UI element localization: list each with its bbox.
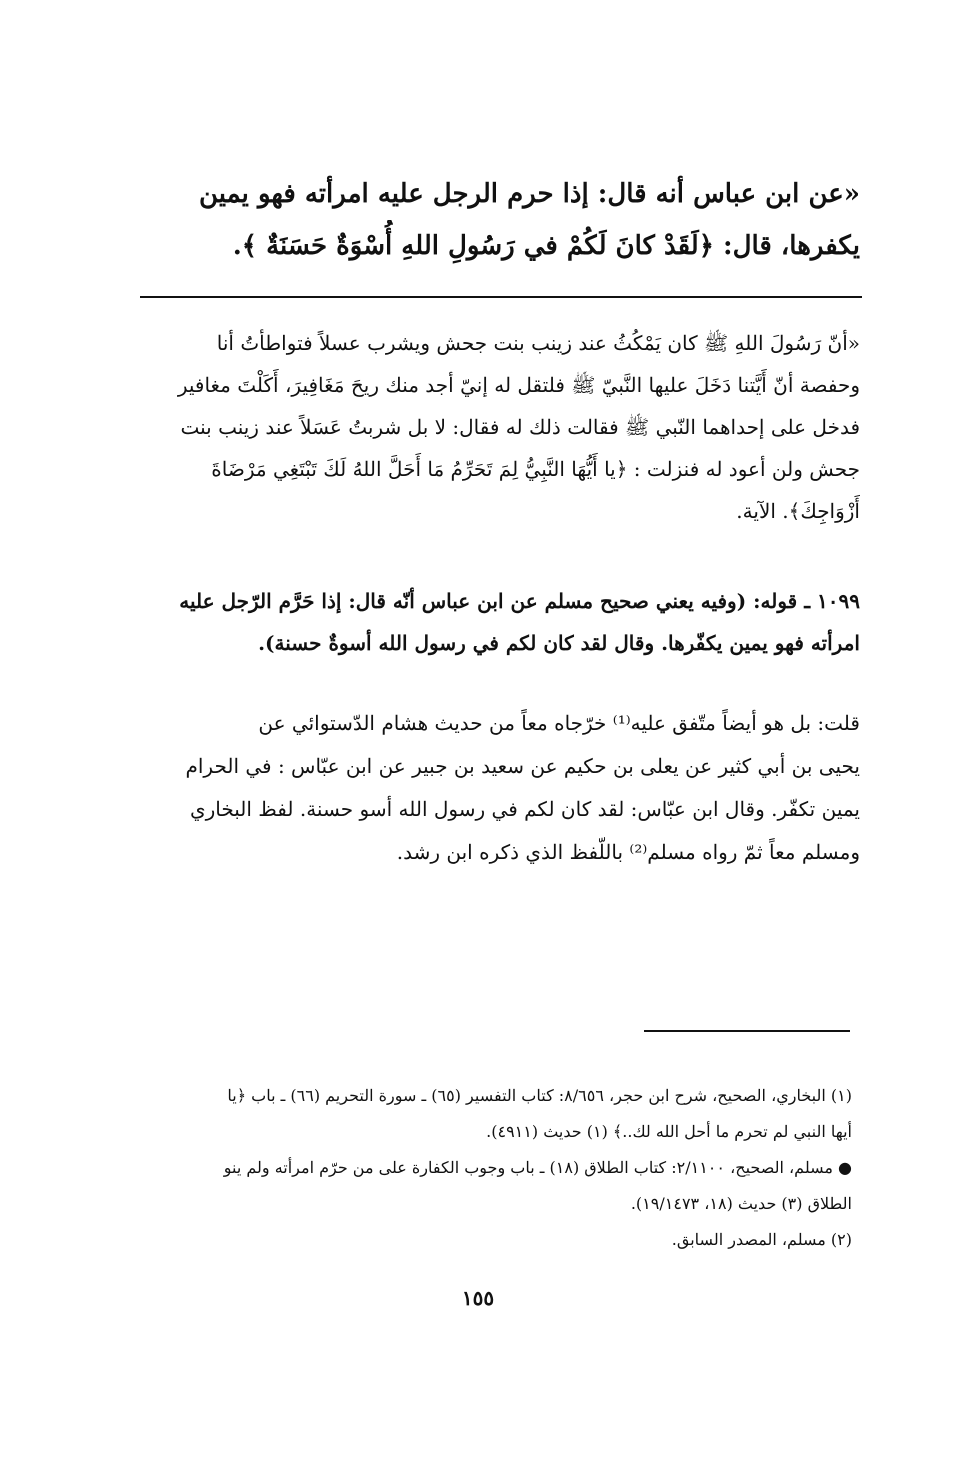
note-paragraph (136, 702, 860, 874)
hadith-line: «أنّ رَسُولَ اللهِ ﷺ كان يَمْكُثُ عند زينب بنت جحش ويشرب عسلاً فتواطأتُ أنا (216, 331, 860, 355)
footnote-separator (644, 1030, 850, 1032)
comment-1099-paragraph (136, 580, 860, 664)
footnote-line: (٢) مسلم، المصدر السابق. (671, 1230, 852, 1249)
hadith-line: جحش ولن أعود له فنزلت : ﴿يا أَيُّهَا النَّبِيُّ لِمَ تَحَرِّمُ مَا أَحَلَّ اللهُ لَكَ تَبْتَغِي مَرْضَاةَ (211, 457, 860, 481)
footnote-line: ● مسلم، الصحيح، ٢/١١٠٠: كتاب الطلاق (١٨) ـ باب وجوب الكفارة على من حرّم امرأته ولم ينو (223, 1158, 852, 1177)
footnotes (136, 1078, 852, 1258)
hadith-paragraph (136, 322, 860, 532)
hadith-line: أَزْوَاجِكَ﴾. الآية. (736, 499, 860, 523)
comment-line: ١٠٩٩ ـ قوله: (وفيه يعني صحيح مسلم عن ابن عباس أنّه قال: إذا حَرَّم الرّجل عليه (179, 589, 860, 613)
note-line: ومسلم معاً ثمّ رواه مسلم⁽²⁾ باللّفظ الذي ذكره ابن رشد. (396, 840, 860, 864)
top-quote-line: «عن ابن عباس أنه قال: إذا حرم الرجل عليه امرأته فهو يمين (199, 179, 860, 209)
separator-rule (140, 296, 862, 298)
top-quote-line: يكفرها، قال: ﴿لَقَدْ كانَ لَكُمْ في رَسُولِ اللهِ أُسْوَةٌ حَسَنَةٌ ﴾. (232, 231, 860, 261)
footnote-line: (١) البخاري، الصحيح، شرح ابن حجر، ٨/٦٥٦: كتاب التفسير (٦٥) ـ سورة التحريم (٦٦) ـ باب ﴿يا (227, 1086, 852, 1105)
top-quote (136, 168, 860, 272)
footnote-line: أيها النبي لم تحرم ما أحل الله لك..﴾ (١) حديث (٤٩١١). (486, 1122, 852, 1141)
note-line: يمين تكفّر. وقال ابن عبّاس: لقد كان لكم في رسول الله أسو حسنة. لفظ البخاري (189, 797, 860, 821)
footnote-line: الطلاق (٣) حديث (١٨، ١٩/١٤٧٣). (630, 1194, 852, 1213)
note-line: قلت: بل هو أيضاً متّفق عليه⁽¹⁾ خرّجاه معاً من حديث هشام الدّستوائي عن (258, 711, 860, 735)
hadith-line: وحفصة أنّ أَيَّتنا دَخَلَ عليها النَّبيّ ﷺ فلتقل له إنيّ أجد منك ريحَ مَغَافِيرَ، أَكَلْتَ مغافير (177, 373, 860, 397)
comment-line: امرأته فهو يمين يكفّرها. وقال لقد كان لكم في رسول الله أسوةٌ حسنة). (258, 631, 860, 655)
hadith-line: فدخل على إحداهما النّبي ﷺ فقالت ذلك له فقال: لا بل شربتُ عَسَلاً عند زينب بنت (180, 415, 860, 439)
note-line: يحيى بن أبي كثير عن يعلى بن حكيم عن سعيد بن جبير عن ابن عبّاس : في الحرام (185, 754, 860, 778)
page-number: ١٥٥ (461, 1286, 495, 1310)
